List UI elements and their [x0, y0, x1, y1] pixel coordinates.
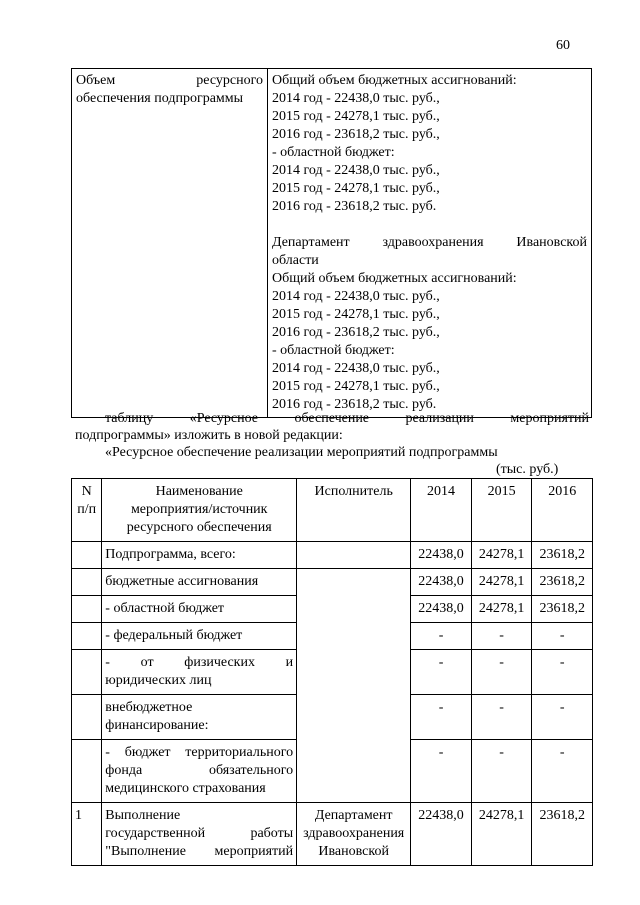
row-num — [72, 596, 102, 623]
row-2014: - — [411, 650, 472, 695]
row-name — [102, 695, 297, 740]
resource-line: 2014 год - 22438,0 тыс. руб., — [272, 361, 440, 376]
header-2014: 2014 — [411, 479, 472, 542]
row-name-line: Выполнение — [105, 808, 181, 823]
row-num — [72, 623, 102, 650]
table-row — [72, 569, 593, 596]
resource-line: Общий объем бюджетных ассигнований: — [272, 271, 517, 286]
resource-line: Общий объем бюджетных ассигнований: — [272, 73, 517, 88]
row-executor-line: здравоохранения — [303, 826, 405, 841]
row-2016: - — [532, 623, 593, 650]
row-name — [102, 803, 297, 866]
row-executor-line: Ивановской — [318, 844, 389, 859]
resource-line: - областной бюджет: — [272, 145, 395, 160]
row-name: бюджетные ассигнования — [102, 569, 297, 596]
row-2015: 24278,1 — [471, 542, 532, 569]
resource-line: 2015 год - 24278,1 тыс. руб., — [272, 307, 440, 322]
header-text: Наименование — [155, 484, 243, 499]
department-line: области — [272, 253, 319, 268]
resource-label-cell — [72, 69, 268, 418]
row-2016: 23618,2 — [532, 569, 593, 596]
row-2015: - — [471, 650, 532, 695]
row-name: - федеральный бюджет — [102, 623, 297, 650]
resource-line: 2014 год - 22438,0 тыс. руб., — [272, 163, 440, 178]
resource-line: 2015 год - 24278,1 тыс. руб., — [272, 379, 440, 394]
row-2016: - — [532, 650, 593, 695]
row-2014: 22438,0 — [411, 596, 472, 623]
row-2014: - — [411, 740, 472, 803]
resource-line: 2014 год - 22438,0 тыс. руб., — [272, 91, 440, 106]
row-2015: 24278,1 — [471, 569, 532, 596]
row-2016: - — [532, 740, 593, 803]
row-executor — [297, 803, 411, 866]
activities-table — [71, 478, 593, 866]
resource-line: - областной бюджет: — [272, 343, 395, 358]
row-num — [72, 695, 102, 740]
row-name-line: "Выполнение мероприятий — [105, 844, 294, 859]
paragraph-line: таблицу «Ресурсное обеспечение реализации мероприятий — [105, 411, 589, 426]
row-name-line: - от физических и — [105, 655, 294, 670]
department-line: Департамент здравоохранения Ивановской — [272, 235, 587, 250]
paragraph-line: подпрограммы» изложить в новой редакции: — [75, 428, 343, 443]
resource-line: 2015 год - 24278,1 тыс. руб., — [272, 109, 440, 124]
header-text: N — [81, 484, 92, 499]
header-num — [72, 479, 102, 542]
row-num — [72, 569, 102, 596]
row-2016: 23618,2 — [532, 542, 593, 569]
row-2014: 22438,0 — [411, 803, 472, 866]
resource-line: 2016 год - 23618,2 тыс. руб. — [272, 199, 437, 214]
row-2014: 22438,0 — [411, 569, 472, 596]
resource-line: 2016 год - 23618,2 тыс. руб. — [272, 397, 437, 412]
row-2014: - — [411, 623, 472, 650]
row-2014: - — [411, 695, 472, 740]
row-name-line: финансирование: — [105, 718, 209, 733]
row-2015: - — [471, 623, 532, 650]
row-2016: 23618,2 — [532, 596, 593, 623]
header-text: мероприятия/источник — [130, 502, 268, 517]
header-text: ресурсного обеспечения — [126, 520, 272, 535]
resource-values-cell — [268, 69, 592, 418]
resource-line: 2015 год - 24278,1 тыс. руб., — [272, 181, 440, 196]
row-name-line: юридических лиц — [105, 673, 212, 688]
header-text: п/п — [77, 502, 97, 517]
units-label: (тыс. руб.) — [496, 462, 559, 477]
table-title: «Ресурсное обеспечение реализации мероприятий подпрограммы — [105, 445, 498, 460]
table-header-row — [72, 479, 593, 542]
row-2015: 24278,1 — [471, 596, 532, 623]
row-name-line: - бюджет территориального — [105, 745, 294, 760]
row-name — [102, 740, 297, 803]
row-2015: 24278,1 — [471, 803, 532, 866]
row-num: 1 — [72, 803, 102, 866]
header-2016: 2016 — [532, 479, 593, 542]
row-2016: 23618,2 — [532, 803, 593, 866]
row-executor — [297, 542, 411, 569]
row-name-line: медицинского страхования — [105, 781, 266, 796]
row-name: - областной бюджет — [102, 596, 297, 623]
resource-line: 2016 год - 23618,2 тыс. руб., — [272, 325, 440, 340]
header-executor: Исполнитель — [297, 479, 411, 542]
row-executor-line: Департамент — [314, 808, 393, 823]
row-name-line: внебюджетное — [105, 700, 193, 715]
row-2016: - — [532, 695, 593, 740]
row-executor-merged — [297, 569, 411, 803]
row-name-line: государственной работы — [105, 826, 294, 841]
row-num — [72, 740, 102, 803]
row-2015: - — [471, 740, 532, 803]
row-name-line: фонда обязательного — [105, 763, 294, 778]
row-2014: 22438,0 — [411, 542, 472, 569]
header-name — [102, 479, 297, 542]
table-row — [72, 69, 592, 418]
row-num — [72, 650, 102, 695]
row-name — [102, 650, 297, 695]
resource-label-line: Объем ресурсного — [76, 73, 263, 88]
instruction-paragraph — [75, 410, 589, 444]
table-row — [72, 542, 593, 569]
resource-line: 2014 год - 22438,0 тыс. руб., — [272, 289, 440, 304]
row-num — [72, 542, 102, 569]
row-name: Подпрограмма, всего: — [102, 542, 297, 569]
header-2015: 2015 — [471, 479, 532, 542]
resource-summary-table — [71, 68, 592, 418]
resource-line: 2016 год - 23618,2 тыс. руб., — [272, 127, 440, 142]
table-row — [72, 803, 593, 866]
spacer — [272, 216, 587, 234]
resource-label-line: обеспечения подпрограммы — [76, 91, 244, 106]
row-2015: - — [471, 695, 532, 740]
page-number: 60 — [556, 38, 570, 53]
